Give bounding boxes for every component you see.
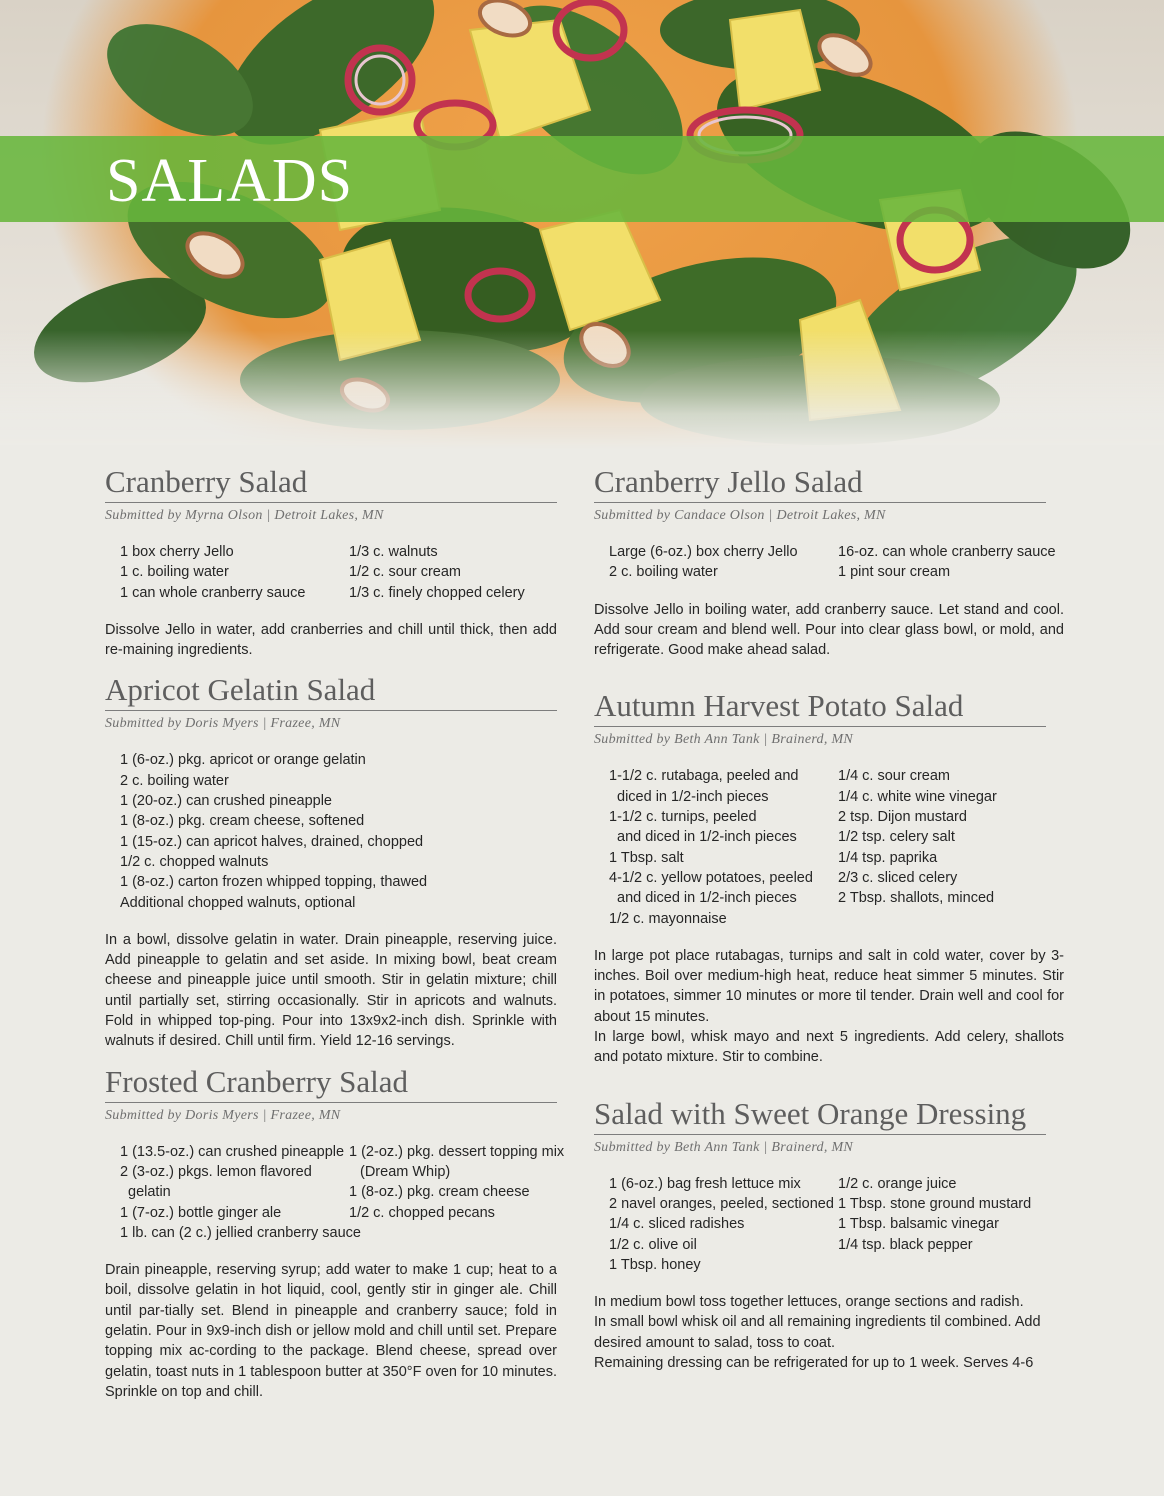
ingredient: 1 lb. can (2 c.) jellied cranberry sauce	[120, 1224, 361, 1241]
ingredients-col-2	[838, 766, 997, 928]
directions	[105, 930, 557, 1052]
ingredient: 16-oz. can whole cranberry sauce	[838, 544, 1056, 560]
directions	[594, 946, 1064, 1068]
ingredient: 1/2 c. chopped pecans	[349, 1204, 495, 1221]
recipe-cranberry-jello-salad	[594, 462, 1064, 660]
ingredient: 1 box cherry Jello	[120, 544, 234, 560]
ingredients	[609, 766, 1064, 928]
ingredient: 1 (8-oz.) pkg. cream cheese	[349, 1184, 530, 1201]
ingredient: 1 Tbsp. salt	[609, 849, 684, 866]
ingredient: 1 Tbsp. balsamic vinegar	[838, 1216, 999, 1233]
ingredients-col-2	[838, 1174, 1031, 1275]
ingredients	[120, 1142, 565, 1243]
ingredient: Large (6-oz.) box cherry Jello	[609, 544, 798, 560]
ingredient: 1 c. boiling water	[120, 564, 229, 581]
recipe-autumn-harvest-potato-salad	[594, 686, 1064, 1067]
directions-paragraph: In a bowl, dissolve gelatin in water. Drain pineapple, reserving juice. Add pineapple to gelatin and set aside. In mixing bowl, beat cream cheese and pineapple juice until smooth. Stir in gelatin mixture; chill until partially set, stirring occasionally. Stir in apricots and walnuts. Fold in whipped top-ping. Pour into 13x9x2-inch dish. Sprinkle with walnuts if desired. Chill until firm. Yield 12-16 servings.	[105, 931, 557, 1050]
recipe-submitter: Submitted by Beth Ann Tank | Brainerd, MN	[594, 732, 854, 748]
ingredient: 2 navel oranges, peeled, sectioned	[609, 1195, 834, 1212]
directions-paragraph: In small bowl whisk oil and all remaining ingredients til combined. Add desired amount to salad, toss to coat.	[594, 1314, 1041, 1351]
directions	[105, 620, 557, 661]
ingredients-col-1	[609, 542, 838, 583]
ingredient: 1/3 c. finely chopped celery	[349, 584, 525, 601]
recipe-title: Apricot Gelatin Salad	[105, 670, 557, 711]
ingredient: 2 c. boiling water	[120, 772, 229, 789]
directions-paragraph: Remaining dressing can be refrigerated for up to 1 week. Serves 4-6	[594, 1355, 1034, 1372]
recipe-title: Cranberry Jello Salad	[594, 462, 1046, 503]
recipe-title: Cranberry Salad	[105, 462, 557, 503]
ingredient: 1/3 c. walnuts	[349, 544, 438, 560]
ingredient: 2 (3-oz.) pkgs. lemon flavored	[120, 1163, 312, 1180]
ingredient: 1 (8-oz.) carton frozen whipped topping, thawed	[120, 874, 428, 891]
recipe-submitter: Submitted by Beth Ann Tank | Brainerd, MN	[594, 1139, 854, 1155]
ingredient: gelatin	[128, 1184, 171, 1201]
ingredient: 1/4 c. sour cream	[838, 768, 951, 785]
recipe-submitter: Submitted by Myrna Olson | Detroit Lakes, MN	[105, 508, 384, 523]
recipe-submitter: Submitted by Doris Myers | Frazee, MN	[105, 716, 341, 732]
ingredients-col-1	[609, 1174, 838, 1275]
directions-paragraph: In large bowl, whisk mayo and next 5 ingredients. Add celery, shallots and potato mixture. Stir to combine.	[594, 1029, 1064, 1066]
recipe-cranberry-salad	[105, 462, 557, 660]
recipe-title: Frosted Cranberry Salad	[105, 1062, 557, 1103]
directions-paragraph: In large pot place rutabagas, turnips and salt in cold water, cover by 3-inches. Boil over medium-high heat, reduce heat simmer 5 minutes. Stir in potatoes, simmer 10 minutes or more til tender. Drain well and cool for about 15 minutes.	[594, 947, 1064, 1025]
ingredient: 1/2 c. orange juice	[838, 1175, 957, 1192]
directions	[594, 1292, 1064, 1373]
ingredient: 4-1/2 c. yellow potatoes, peeled	[609, 869, 813, 886]
recipe-title: Autumn Harvest Potato Salad	[594, 686, 1046, 727]
recipe-submitter: Submitted by Candace Olson | Detroit Lakes, MN	[594, 508, 886, 523]
ingredients-col-2	[349, 542, 525, 603]
ingredient: and diced in 1/2-inch pieces	[617, 829, 797, 846]
directions-paragraph: In medium bowl toss together lettuces, orange sections and radish.	[594, 1294, 1024, 1311]
ingredient: 1/4 c. white wine vinegar	[838, 788, 997, 805]
ingredient: 1 (2-oz.) pkg. dessert topping mix	[349, 1143, 565, 1160]
ingredient: 1 (13.5-oz.) can crushed pineapple	[120, 1143, 345, 1160]
ingredient: 1 can whole cranberry sauce	[120, 584, 306, 601]
title-banner	[0, 136, 1164, 222]
ingredient: 2 c. boiling water	[609, 564, 718, 581]
recipe-title: Salad with Sweet Orange Dressing	[594, 1094, 1046, 1135]
ingredient: 1-1/2 c. rutabaga, peeled and	[609, 768, 799, 785]
ingredient: and diced in 1/2-inch pieces	[617, 890, 797, 907]
ingredient: 1 Tbsp. stone ground mustard	[838, 1195, 1032, 1212]
ingredient: 1/2 c. olive oil	[609, 1236, 697, 1253]
ingredient: 2/3 c. sliced celery	[838, 869, 958, 886]
ingredient: 1 (6-oz.) pkg. apricot or orange gelatin	[120, 752, 366, 769]
ingredient: 1/2 c. mayonnaise	[609, 910, 727, 927]
ingredient: 1 (15-oz.) can apricot halves, drained, chopped	[120, 833, 424, 850]
directions-paragraph: Drain pineapple, reserving syrup; add water to make 1 cup; heat to a boil, dissolve gelatin in hot liquid, cool, gently stir in ginger ale. Chill until par-tially set. Blend in pineapple and cranberry sauce; fold in gelatin. Pour in 9x9-inch dish or jellow mold and chill until set. Prepare topping mix ac-cording to the package. Blend cheese, spread over gelatin, toast nuts in 1 tablespoon butter at 350°F oven for 10 minutes. Sprinkle on top and chill.	[105, 1262, 557, 1400]
ingredient: 1 (6-oz.) bag fresh lettuce mix	[609, 1175, 801, 1192]
ingredient: 1/2 c. sour cream	[349, 564, 462, 581]
hero-fade	[0, 330, 1164, 450]
left-column	[105, 462, 565, 1412]
ingredient: 1/2 tsp. celery salt	[838, 829, 955, 846]
ingredients	[120, 542, 557, 603]
ingredient: 1-1/2 c. turnips, peeled	[609, 809, 757, 826]
ingredient: 1 (20-oz.) can crushed pineapple	[120, 793, 332, 810]
recipe-submitter: Submitted by Doris Myers | Frazee, MN	[105, 1107, 341, 1123]
ingredient: Additional chopped walnuts, optional	[120, 894, 356, 911]
recipe-salad-sweet-orange-dressing	[594, 1094, 1064, 1374]
ingredients-col-2	[349, 1142, 564, 1243]
ingredient: 1 Tbsp. honey	[609, 1256, 701, 1273]
page-title: SALADS	[106, 147, 354, 215]
ingredients-col-2	[838, 542, 1056, 583]
ingredient: 1/4 c. sliced radishes	[609, 1216, 745, 1233]
ingredients-col-1	[120, 542, 349, 603]
ingredient: 1 (8-oz.) pkg. cream cheese, softened	[120, 813, 365, 830]
ingredients-col-1	[120, 750, 427, 912]
ingredient: 2 Tbsp. shallots, minced	[838, 890, 995, 907]
ingredient: (Dream Whip)	[360, 1163, 451, 1180]
directions	[105, 1260, 557, 1402]
ingredient: 1/2 c. chopped walnuts	[120, 853, 269, 870]
ingredients-col-1	[609, 766, 838, 928]
right-column	[594, 462, 1064, 1383]
recipe-apricot-gelatin-salad	[105, 670, 557, 1051]
ingredients	[120, 750, 557, 912]
ingredient: 1 (7-oz.) bottle ginger ale	[120, 1204, 282, 1221]
directions	[594, 600, 1064, 661]
ingredient: 1/4 tsp. black pepper	[838, 1236, 973, 1253]
hero-salad-photo	[0, 0, 1164, 450]
ingredients	[609, 542, 1064, 583]
ingredients	[609, 1174, 1064, 1275]
directions-paragraph: Dissolve Jello in water, add cranberries and chill until thick, then add re-maining ingredients.	[105, 621, 557, 659]
directions-paragraph: Dissolve Jello in boiling water, add cranberry sauce. Let stand and cool. Add sour cream and blend well. Pour into clear glass bowl, or mold, and refrigerate. Good make ahead salad.	[594, 601, 1064, 659]
ingredients-col-1	[120, 1142, 361, 1243]
ingredient: 2 tsp. Dijon mustard	[838, 809, 967, 826]
ingredient: diced in 1/2-inch pieces	[617, 788, 769, 805]
ingredient: 1/4 tsp. paprika	[838, 849, 938, 866]
recipe-frosted-cranberry-salad	[105, 1062, 565, 1403]
ingredient: 1 pint sour cream	[838, 564, 951, 581]
